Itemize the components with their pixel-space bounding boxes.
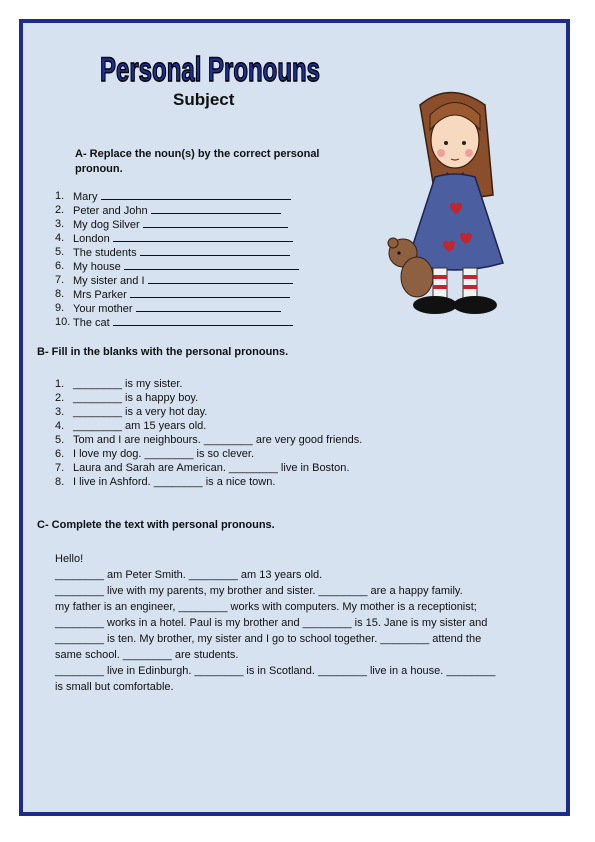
title-wordart	[98, 48, 323, 90]
item-number: 5.	[55, 434, 65, 446]
text-line: Hello!	[55, 553, 84, 565]
item-noun: Mrs Parker	[73, 289, 127, 301]
item-number: 3.	[55, 218, 65, 230]
answer-blank[interactable]	[124, 259, 299, 270]
list-item	[55, 287, 299, 301]
answer-blank[interactable]	[140, 245, 290, 256]
teddy-ear	[388, 238, 398, 248]
item-noun: The students	[73, 247, 137, 259]
item-number: 8.	[55, 476, 65, 488]
teddy-eye	[397, 251, 400, 254]
section-b-heading: B- Fill in the blanks with the personal pronouns.	[37, 346, 289, 358]
item-noun: The cat	[73, 317, 110, 329]
item-number: 4.	[55, 420, 65, 432]
shoe-right	[453, 296, 497, 314]
item-sentence[interactable]: Tom and I are neighbours. ________ are very good friends.	[73, 434, 363, 446]
item-noun: My sister and I	[73, 275, 145, 287]
item-number: 1.	[55, 190, 65, 202]
answer-blank[interactable]	[101, 189, 291, 200]
shoe-left	[413, 296, 457, 314]
worksheet-title	[98, 48, 323, 90]
list-item	[55, 447, 362, 461]
section-a-heading: A- Replace the noun(s) by the correct personal pronoun.	[75, 148, 320, 175]
item-number: 6.	[55, 448, 65, 460]
item-number: 1.	[55, 378, 65, 390]
answer-blank[interactable]	[151, 203, 281, 214]
text-line[interactable]: my father is an engineer, ________ works with computers. My mother is a receptionist;	[55, 601, 477, 613]
item-noun: London	[73, 233, 110, 245]
item-number: 7.	[55, 462, 65, 474]
text-line[interactable]: ________ live with my parents, my brother and sister. ________ are a happy family.	[55, 585, 463, 597]
leg-left	[433, 268, 447, 298]
list-item	[55, 433, 362, 447]
list-item	[55, 301, 299, 315]
answer-blank[interactable]	[136, 301, 281, 312]
text-line[interactable]: is small but comfortable.	[55, 681, 174, 693]
section-a-list	[55, 189, 299, 329]
item-noun: Your mother	[73, 303, 133, 315]
item-noun: My house	[73, 261, 121, 273]
answer-blank[interactable]	[113, 231, 293, 242]
item-noun: Mary	[73, 191, 98, 203]
cheek-right	[465, 149, 473, 157]
section-c-text	[55, 551, 535, 695]
answer-blank[interactable]	[113, 315, 293, 326]
eye-right	[462, 141, 466, 145]
answer-blank[interactable]	[148, 273, 293, 284]
leg-right	[463, 268, 477, 298]
stocking-stripe	[433, 285, 447, 289]
girl-with-teddy-bear-illustration	[375, 85, 515, 325]
list-item	[55, 419, 362, 433]
item-sentence[interactable]: ________ is a happy boy.	[73, 392, 199, 404]
list-item	[55, 315, 299, 329]
list-item	[55, 405, 362, 419]
list-item	[55, 475, 362, 489]
eye-left	[444, 141, 448, 145]
item-number: 5.	[55, 246, 65, 258]
item-number: 10.	[55, 316, 71, 328]
stocking-stripe	[463, 285, 477, 289]
item-number: 3.	[55, 406, 65, 418]
list-item	[55, 259, 299, 273]
item-number: 2.	[55, 204, 65, 216]
section-b-list	[55, 377, 362, 489]
item-number: 9.	[55, 302, 65, 314]
item-sentence[interactable]: Laura and Sarah are American. ________ live in Boston.	[73, 462, 350, 474]
text-line[interactable]: ________ works in a hotel. Paul is my brother and ________ is 15. Jane is my sister and	[55, 617, 488, 629]
list-item	[55, 217, 299, 231]
item-number: 2.	[55, 392, 65, 404]
list-item	[55, 377, 362, 391]
item-sentence[interactable]: ________ is a very hot day.	[73, 406, 208, 418]
item-sentence[interactable]: ________ is my sister.	[73, 378, 183, 390]
list-item	[55, 203, 299, 217]
list-item	[55, 461, 362, 475]
worksheet-subtitle: Subject	[173, 90, 235, 109]
list-item	[55, 189, 299, 203]
item-number: 7.	[55, 274, 65, 286]
text-line[interactable]: same school. ________ are students.	[55, 649, 239, 661]
item-sentence[interactable]: I love my dog. ________ is so clever.	[73, 448, 254, 460]
list-item	[55, 231, 299, 245]
section-c-heading: C- Complete the text with personal pronouns.	[37, 519, 275, 531]
teddy-body	[401, 257, 433, 297]
list-item	[55, 245, 299, 259]
title-text: Personal Pronouns	[100, 51, 320, 89]
cheek-left	[437, 149, 445, 157]
item-noun: Peter and John	[73, 205, 148, 217]
list-item	[55, 273, 299, 287]
text-line[interactable]: ________ live in Edinburgh. ________ is in Scotland. ________ live in a house. ________	[55, 665, 496, 677]
item-number: 6.	[55, 260, 65, 272]
stocking-stripe	[433, 275, 447, 279]
text-line[interactable]: ________ is ten. My brother, my sister and I go to school together. ________ attend the	[55, 633, 482, 645]
worksheet-frame	[19, 19, 570, 816]
item-number: 8.	[55, 288, 65, 300]
item-sentence[interactable]: ________ am 15 years old.	[73, 420, 207, 432]
text-line[interactable]: ________ am Peter Smith. ________ am 13 years old.	[55, 569, 323, 581]
stocking-stripe	[463, 275, 477, 279]
item-noun: My dog Silver	[73, 219, 140, 231]
answer-blank[interactable]	[143, 217, 288, 228]
list-item	[55, 391, 362, 405]
answer-blank[interactable]	[130, 287, 290, 298]
girl-illustration-svg	[375, 85, 515, 325]
item-number: 4.	[55, 232, 65, 244]
item-sentence[interactable]: I live in Ashford. ________ is a nice town.	[73, 476, 276, 488]
